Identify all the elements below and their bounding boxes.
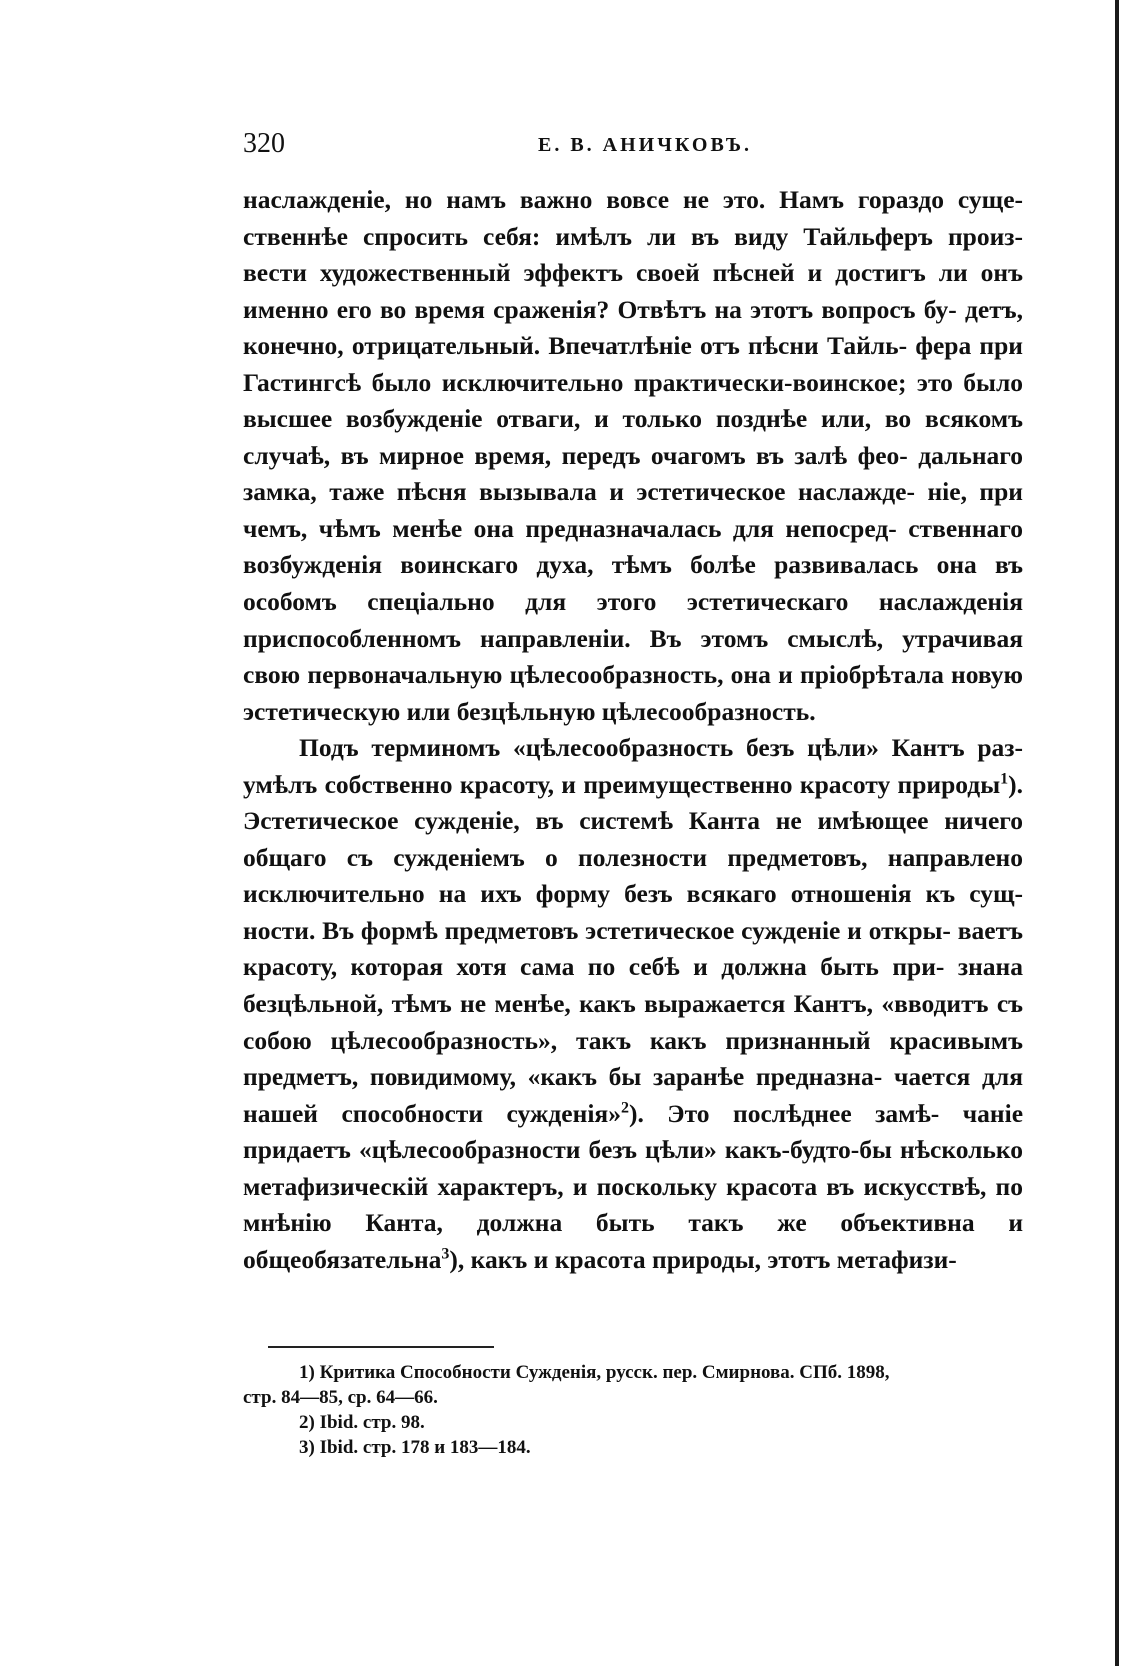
text-line: она въ особомъ спеціально для этого эстетическаго наслажденія <box>243 550 1024 617</box>
text-line: эстетическую или безцѣльную цѣлесообразность. <box>243 696 816 726</box>
footnotes <box>243 1360 1023 1460</box>
text-line: ніе, при чемъ, чѣмъ менѣе она предназначалась для непосред- <box>243 477 1023 543</box>
text-line: «вводитъ съ собою цѣлесообразность», такъ какъ признанный <box>243 989 1024 1055</box>
running-head: Е. В. АНИЧКОВЪ. <box>538 134 753 156</box>
text-line: чаніе придаетъ «цѣлесообразности безъ цѣли» какъ-будто-бы <box>243 1098 1024 1165</box>
footnote-1-continued <box>243 1385 1023 1410</box>
footnote-1-text: 1) Критика Способности Сужденія, русск. пер. Смирнова. СПб. 1898, <box>299 1362 890 1383</box>
text-line: чается для нашей способности сужденія» <box>243 1062 1024 1128</box>
text-line: нѣсколько метафизическій характеръ, и поскольку красота въ <box>243 1135 1024 1201</box>
text-line: умѣлъ собственно красоту, и преимущественно красоту природы <box>243 769 1001 799</box>
text-line: ственнѣе спросить себя: имѣлъ ли въ виду Тайльферъ произ- <box>243 221 1023 251</box>
text-line: детъ, конечно, отрицательный. Впечатлѣніе отъ пѣсни Тайль- <box>243 294 1023 361</box>
text-line: ваетъ красоту, которая хотя сама по себѣ и должна быть при- <box>243 915 1024 982</box>
text-line: дальнаго замка, таже пѣсня вызывала и эстетическое наслажде- <box>243 440 1024 507</box>
text-line: это было высшее возбужденіе отваги, и только позднѣе или, во <box>243 367 1024 434</box>
footnote-ref-1: 1 <box>1000 770 1009 788</box>
text-line-end: ). Это послѣднее замѣ- <box>628 1098 940 1128</box>
text-line: знана безцѣльной, тѣмъ не менѣе, какъ выражается Кантъ, <box>243 952 1023 1019</box>
text-line: красивымъ предметъ, повидимому, «какъ бы заранѣе предназна- <box>243 1025 1023 1092</box>
footnote-2 <box>243 1410 1023 1435</box>
text-line-end: ). <box>1008 769 1023 799</box>
footnote-1 <box>243 1360 1023 1385</box>
text-line: наслажденіе, но намъ важно вовсе не это. Намъ гораздо суще- <box>243 185 1023 214</box>
text-line: именно его во время сраженія? Отвѣтъ на этотъ вопросъ бу- <box>243 294 957 324</box>
page-header <box>243 128 1023 168</box>
text-line-end: ), какъ и красота природы, этотъ метафизи- <box>449 1244 957 1274</box>
text-line: исключительно на ихъ форму безъ всякаго отношенія къ сущ- <box>243 879 1023 909</box>
text-line: фера при Гастингсѣ было исключительно практически-воинское; <box>243 331 1023 397</box>
text-line: искусствѣ, по мнѣнію Канта, должна быть такъ же объективна <box>243 1171 1023 1238</box>
text-line: ственнаго возбужденія воинскаго духа, тѣмъ болѣе развивалась <box>243 513 1023 580</box>
paragraph-2 <box>243 730 1023 1278</box>
text-line: ности. Въ формѣ предметовъ эстетическое сужденіе и откры- <box>243 915 951 945</box>
page-number: 320 <box>243 128 285 159</box>
text-line: свою первоначальную цѣлесообразность, она и пріобрѣтала новую <box>243 660 1023 690</box>
text-line: Подъ терминомъ «цѣлесообразность безъ цѣли» Кантъ раз- <box>299 733 1023 763</box>
footnote-1-text-cont: стр. 84—85, ср. 64—66. <box>243 1387 438 1408</box>
text-line: всякомъ случаѣ, въ мирное время, передъ очагомъ въ залѣ фео- <box>243 404 1023 470</box>
footnote-divider <box>268 1346 494 1348</box>
text-line: вести художественный эффектъ своей пѣсней и достигъ ли онъ <box>243 258 1023 288</box>
text-line: приспособленномъ направленіи. Въ этомъ смыслѣ, утрачивая <box>243 623 1023 653</box>
text-line: Эстетическое сужденіе, въ системѣ Канта не имѣющее ничего <box>243 806 1023 836</box>
footnote-ref-2: 2 <box>620 1099 629 1117</box>
footnote-2-text: 2) Ibid. стр. 98. <box>299 1412 425 1433</box>
body-text <box>243 182 1023 1278</box>
text-line: и общеобязательна <box>243 1208 1024 1274</box>
footnote-3 <box>243 1435 1023 1460</box>
footnote-ref-3: 3 <box>441 1245 450 1263</box>
page-edge-rule <box>1115 0 1119 1666</box>
paragraph-1 <box>243 182 1023 730</box>
text-line: общаго съ сужденіемъ о полезности предметовъ, направлено <box>243 842 1023 872</box>
footnote-3-text: 3) Ibid. стр. 178 и 183—184. <box>299 1437 531 1458</box>
